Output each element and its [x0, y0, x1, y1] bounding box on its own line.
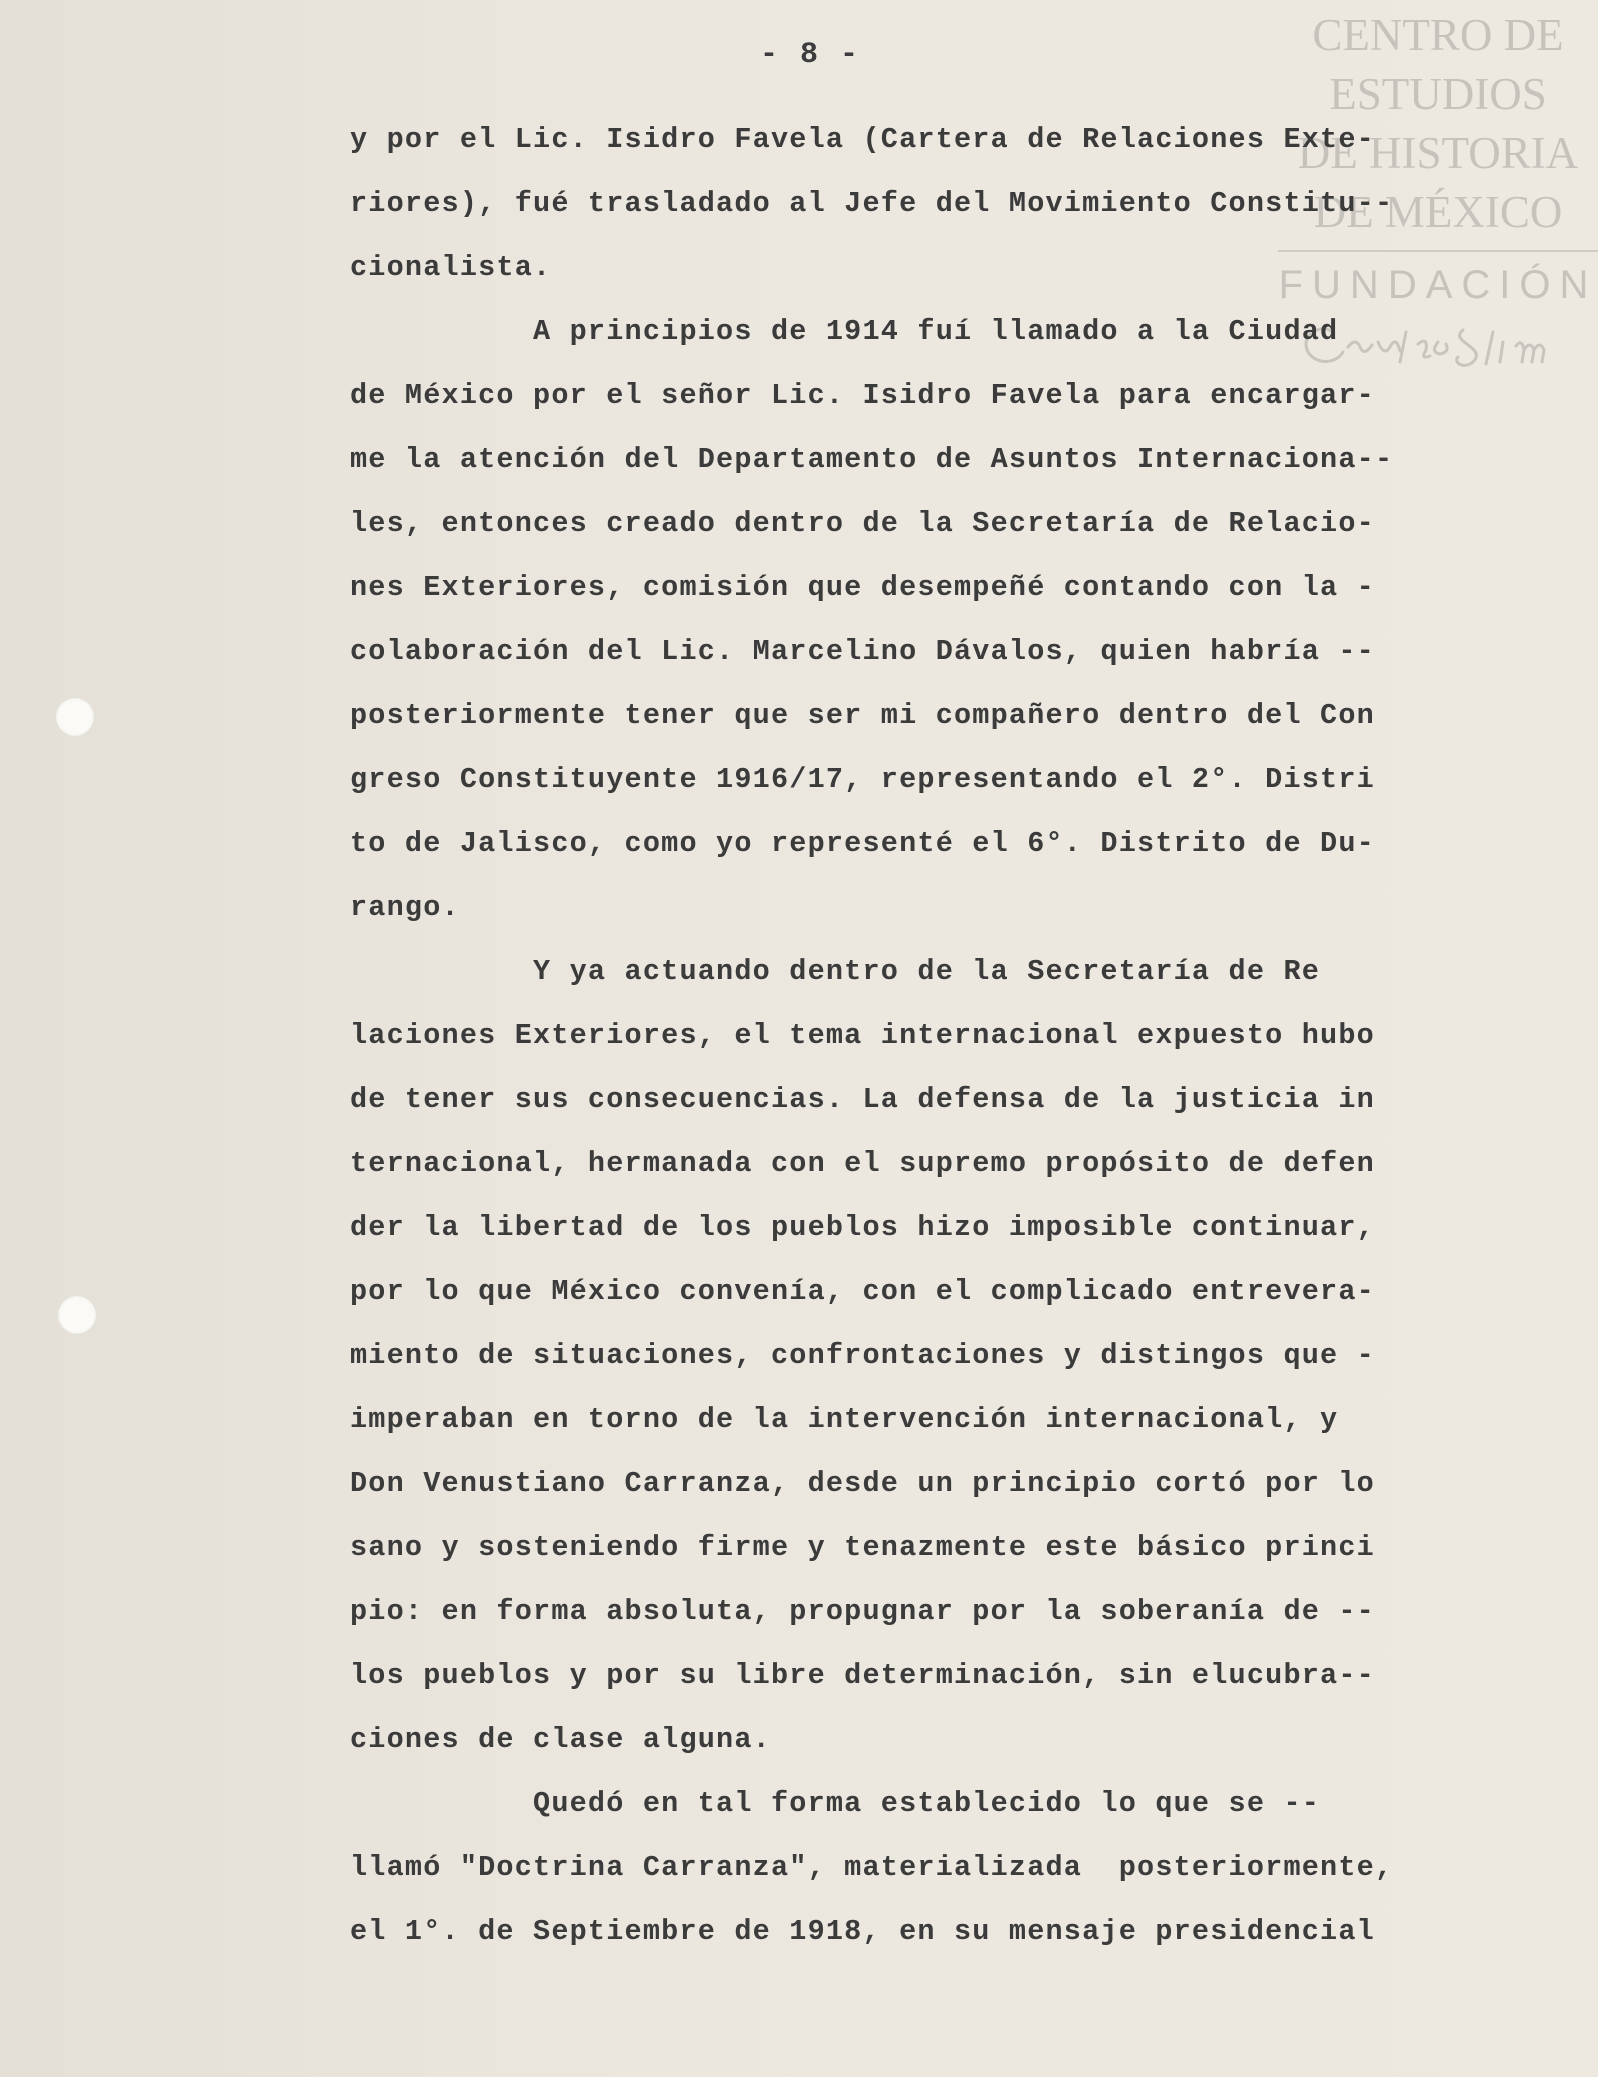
watermark-line: DE MÉXICO: [1313, 187, 1563, 237]
text-line: nes Exteriores, comisión que desempeñé contando con la -: [350, 571, 1375, 604]
text-line: der la libertad de los pueblos hizo imposible continuar,: [350, 1211, 1375, 1244]
text-line: Y ya actuando dentro de la Secretaría de Re: [350, 955, 1321, 988]
text-line: Don Venustiano Carranza, desde un principio cortó por lo: [350, 1467, 1375, 1500]
text-line: y por el Lic. Isidro Favela (Cartera de Relaciones Exte-: [350, 123, 1375, 156]
text-line: greso Constituyente 1916/17, representando el 2°. Distri: [350, 763, 1375, 796]
text-line: laciones Exteriores, el tema internacional expuesto hubo: [350, 1019, 1375, 1052]
text-line: los pueblos y por su libre determinación, sin elucubra--: [350, 1659, 1375, 1692]
punch-hole: [56, 698, 94, 736]
text-line: me la atención del Departamento de Asuntos Internaciona--: [350, 443, 1394, 476]
text-line: por lo que México convenía, con el complicado entrevera-: [350, 1275, 1375, 1308]
text-line: rango.: [350, 891, 460, 924]
text-line: ternacional, hermanada con el supremo propósito de defen: [350, 1147, 1375, 1180]
watermark-fundacion: FUNDACIÓN: [1278, 263, 1598, 307]
text-line: ciones de clase alguna.: [350, 1723, 771, 1756]
watermark-line: DE HISTORIA: [1297, 128, 1579, 178]
punch-hole: [58, 1296, 96, 1334]
text-line: Quedó en tal forma establecido lo que se --: [350, 1787, 1321, 1820]
text-line: les, entonces creado dentro de la Secretaría de Relacio-: [350, 507, 1375, 540]
text-line: posteriormente tener que ser mi compañero dentro del Con: [350, 699, 1375, 732]
text-line: riores), fué trasladado al Jefe del Movimiento Constitu--: [350, 187, 1394, 220]
watermark-line: CENTRO DE: [1312, 10, 1564, 60]
text-line: sano y sosteniendo firme y tenazmente este básico princi: [350, 1531, 1375, 1564]
text-line: A principios de 1914 fuí llamado a la Ciudad: [350, 315, 1339, 348]
text-line: imperaban en torno de la intervención internacional, y: [350, 1403, 1339, 1436]
text-line: llamó "Doctrina Carranza", materializada posteriormente,: [350, 1851, 1394, 1884]
page-number: - 8 -: [760, 38, 861, 72]
document-body: [350, 108, 1470, 1964]
text-line: el 1°. de Septiembre de 1918, en su mensaje presidencial: [350, 1915, 1375, 1948]
text-line: to de Jalisco, como yo representé el 6°. Distrito de Du-: [350, 827, 1375, 860]
watermark-line: ESTUDIOS: [1329, 69, 1547, 119]
text-line: cionalista.: [350, 251, 552, 284]
text-line: colaboración del Lic. Marcelino Dávalos, quien habría --: [350, 635, 1375, 668]
text-line: de México por el señor Lic. Isidro Favela para encargar-: [350, 379, 1375, 412]
text-line: miento de situaciones, confrontaciones y distingos que -: [350, 1339, 1375, 1372]
text-line: de tener sus consecuencias. La defensa de la justicia in: [350, 1083, 1375, 1116]
text-line: pio: en forma absoluta, propugnar por la soberanía de --: [350, 1595, 1375, 1628]
